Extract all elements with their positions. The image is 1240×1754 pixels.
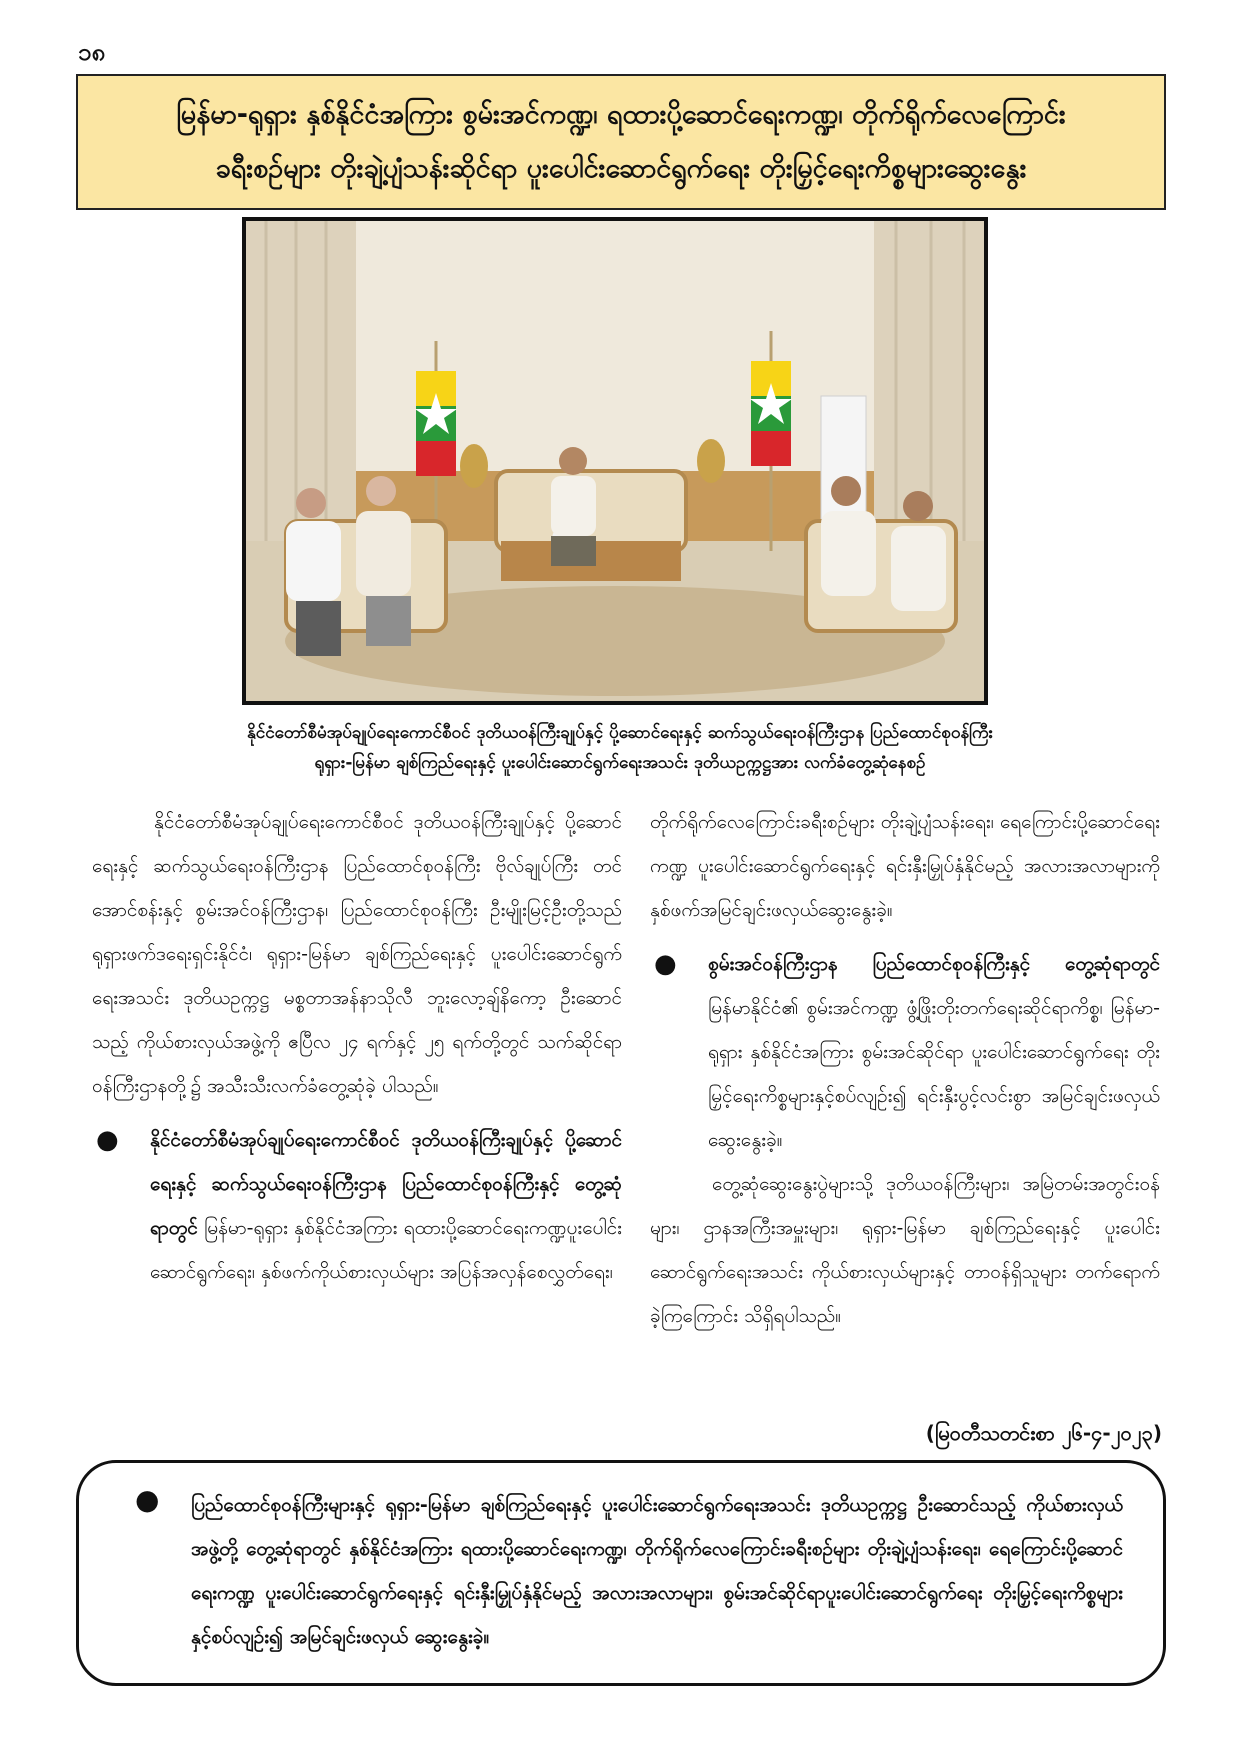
bullet-2-text: မြန်မာနိုင်ငံ၏ စွမ်းအင်ကဏ္ဍ ဖွံ့ဖြိုးတိုးတက်ရေးဆိုင်ရာကိစ္စ၊ မြန်မာ-ရုရှား နှစ်နိုင်ငံအကြား စွမ်းအင်ဆိုင်ရာ ပူးပေါင်းဆောင်ရွက်ရေး တိုးမြှင့်ရေးကိစ္စများနှင့်စပ်လျဉ်း၍ ရင်းနှီးပွင့်လင်းစွာ အမြင်ချင်းဖလှယ် ဆွေးနွေးခဲ့။ [708, 997, 1160, 1151]
summary-text: ပြည်ထောင်စုဝန်ကြီးများနှင့် ရုရှား-မြန်မာ ချစ်ကြည်ရေးနှင့် ပူးပေါင်းဆောင်ရွက်ရေးအသင်း ဒုတိယဥက္ကဋ္ဌ ဦးဆောင်သည့် ကိုယ်စားလှယ်အဖွဲ့တို့ တွေ့ဆုံရာတွင် နှစ်နိုင်ငံအကြား ရထားပို့ဆောင်ရေးကဏ္ဍ၊ တိုက်ရိုက်လေကြောင်းခရီးစဉ်များ တိုးချဲ့ပျံသန်းရေး၊ ရေကြောင်းပို့ဆောင်ရေးကဏ္ဍ ပူးပေါင်းဆောင်ရွက်ရေးနှင့် ရင်းနှီးမြှုပ်နှံနိုင်မည့် အလားအလာများ၊ စွမ်းအင်ဆိုင်ရာပူးပေါင်းဆောင်ရွက်ရေး တိုးမြှင့်ရေးကိစ္စများနှင့်စပ်လျဉ်း၍ အမြင်ချင်းဖလှယ် ဆွေးနွေးခဲ့။ [191, 1494, 1123, 1648]
left-column [92, 800, 622, 1294]
bullet-1-lead: နိုင်ငံတော်စီမံအုပ်ချုပ်ရေးကောင်စီဝင် ဒုတိယဝန်ကြီးချုပ်နှင့် ပို့ဆောင်ရေးနှင့် ဆက်သွယ်ရေးဝန်ကြီးဌာန ပြည်ထောင်စုဝန်ကြီးနှင့် တွေ့ဆုံရာတွင် [150, 1129, 622, 1239]
source-citation: (မြဝတီသတင်းစာ ၂၆-၄-၂၀၂၃) [925, 1421, 1162, 1445]
meeting-photo-illustration [246, 221, 984, 701]
headline-box [76, 74, 1166, 210]
bullet-icon: ● [135, 1483, 160, 1516]
right-column [650, 800, 1160, 1338]
bullet-2-lead: စွမ်းအင်ဝန်ကြီးဌာန ပြည်ထောင်စုဝန်ကြီးနှင့် တွေ့ဆုံရာတွင် [708, 953, 1160, 975]
bullet-item-2 [650, 942, 1160, 1162]
intro-paragraph: နိုင်ငံတော်စီမံအုပ်ချုပ်ရေးကောင်စီဝင် ဒုတိယဝန်ကြီးချုပ်နှင့် ပို့ဆောင်ရေးနှင့် ဆက်သွယ်ရေးဝန်ကြီးဌာန ပြည်ထောင်စုဝန်ကြီး ဗိုလ်ချုပ်ကြီး တင်အောင်စန်းနှင့် စွမ်းအင်ဝန်ကြီးဌာန၊ ပြည်ထောင်စုဝန်ကြီး ဦးမျိုးမြင့်ဦးတို့သည် ရုရှားဖက်ဒရေးရှင်းနိုင်ငံ၊ ရုရှား-မြန်မာ ချစ်ကြည်ရေးနှင့် ပူးပေါင်းဆောင်ရွက်ရေးအသင်း ဒုတိယဥက္ကဋ္ဌ မစ္စတာအန်နာသိုလီ ဘူးလော့ချ်နိကော့ ဦးဆောင်သည့် ကိုယ်စားလှယ်အဖွဲ့ကို ဧပြီလ ၂၄ ရက်နှင့် ၂၅ ရက်တို့တွင် သက်ဆိုင်ရာဝန်ကြီးဌာနတို့၌ အသီးသီးလက်ခံတွေ့ဆုံခဲ့ ပါသည်။ [92, 811, 622, 1097]
photo-caption-line-1: နိုင်ငံတော်စီမံအုပ်ချုပ်ရေးကောင်စီဝင် ဒုတိယဝန်ကြီးချုပ်နှင့် ပို့ဆောင်ရေးနှင့် ဆက်သွယ်ရေးဝန်ကြီးဌာန ပြည်ထောင်စုဝန်ကြီး [247, 723, 993, 743]
bullet-icon: ● [654, 949, 677, 979]
photo-caption-line-2: ရုရှား-မြန်မာ ချစ်ကြည်ရေးနှင့် ပူးပေါင်းဆောင်ရွက်ရေးအသင်း ဒုတိယဥက္ကဋ္ဌအား လက်ခံတွေ့ဆုံနေစဉ် [314, 753, 926, 773]
headline-line-2: ခရီးစဉ်များ တိုးချဲ့ပျံသန်းဆိုင်ရာ ပူးပေါင်းဆောင်ရွက်ရေး တိုးမြှင့်ရေးကိစ္စများဆွေးနွေး [215, 153, 1027, 184]
bullet-item-1 [92, 1118, 622, 1294]
headline-line-1: မြန်မာ-ရုရှား နှစ်နိုင်ငံအကြား စွမ်းအင်ကဏ္ဍ၊ ရထားပို့ဆောင်ရေးကဏ္ဍ၊ တိုက်ရိုက်လေကြောင်း [176, 99, 1066, 130]
page-number: ၁၈ [78, 38, 106, 66]
meeting-photo [242, 217, 988, 705]
bullet-1-text: မြန်မာ-ရုရှား နှစ်နိုင်ငံအကြား ရထားပို့ဆောင်ရေးကဏ္ဍပူးပေါင်းဆောင်ရွက်ရေး၊ နှစ်ဖက်ကိုယ်စားလှယ်များ အပြန်အလှန်စေလွှတ်ရေး၊ [150, 1217, 622, 1283]
closing-paragraph: တွေ့ဆုံဆွေးနွေးပွဲများသို့ ဒုတိယဝန်ကြီးများ၊ အမြဲတမ်းအတွင်းဝန်များ၊ ဌာနအကြီးအမှူးများ၊ ရုရှား-မြန်မာ ချစ်ကြည်ရေးနှင့် ပူးပေါင်းဆောင်ရွက်ရေးအသင်း ကိုယ်စားလှယ်များနှင့် တာဝန်ရှိသူများ တက်ရောက်ခဲ့ကြကြောင်း သိရှိရပါသည်။ [650, 1173, 1160, 1327]
continuation-paragraph: တိုက်ရိုက်လေကြောင်းခရီးစဉ်များ တိုးချဲ့ပျံသန်းရေး၊ ရေကြောင်းပို့ဆောင်ရေးကဏ္ဍ ပူးပေါင်းဆောင်ရွက်ရေးနှင့် ရင်းနှီးမြှုပ်နှံနိုင်မည့် အလားအလာများကို နှစ်ဖက်အမြင်ချင်းဖလှယ်ဆွေးနွေးခဲ့။ [650, 811, 1160, 921]
summary-box [76, 1460, 1166, 1686]
photo-caption [80, 718, 1160, 778]
bullet-icon: ● [96, 1125, 119, 1155]
